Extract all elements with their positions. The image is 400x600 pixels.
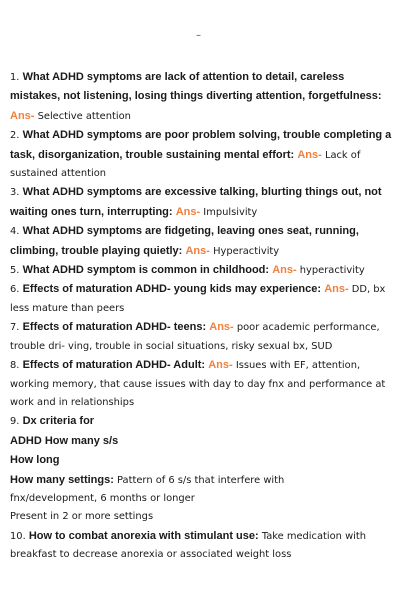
answer-marker: Ans- (272, 264, 297, 277)
answer-marker: Ans- (208, 359, 233, 372)
answer-text: Impulsivity (203, 206, 258, 218)
qa-item-7 (10, 318, 392, 356)
answer-marker: Ans- (209, 321, 234, 334)
answer-marker: Ans- (297, 148, 322, 161)
question-text: Effects of maturation ADHD- teens: (22, 321, 207, 334)
question-text: What ADHD symptom is common in childhood: (22, 264, 270, 277)
item-number: 4. (10, 226, 20, 238)
question-line-3: How long (10, 454, 60, 467)
qa-item-8 (10, 356, 392, 412)
question-text: What ADHD symptoms are poor problem solving, trouble completing a task, disorganization, trouble sustaining mental effort: (10, 129, 392, 161)
question-line-2: ADHD How many s/s (10, 434, 119, 447)
answer-marker: Ans- (10, 109, 35, 122)
answer-line-3: Present in 2 or more settings (10, 511, 154, 523)
qa-item-3 (10, 183, 392, 222)
answer-text: hyperactivity (299, 265, 365, 277)
qa-item-9 (10, 412, 392, 526)
qa-item-6 (10, 280, 392, 318)
answer-text: DD, bx less mature than peers (10, 284, 386, 314)
question-text: How to combat anorexia with stimulant use: (28, 529, 259, 542)
item-number: 10. (10, 530, 26, 542)
item-number: 5. (10, 265, 20, 277)
settings-label: How many settings: (10, 473, 114, 486)
answer-text: Lack of sustained attention (10, 149, 361, 180)
question-text: Effects of maturation ADHD- Adult: (22, 359, 206, 372)
item-number: 9. (10, 416, 20, 428)
answer-text: Issues with EF, attention, working memory, that cause issues with day to day fnx and performance at work and in relationships (10, 360, 386, 408)
qa-item-2 (10, 126, 392, 183)
item-number: 6. (10, 284, 20, 296)
question-text: Effects of maturation ADHD- young kids may experience: (22, 283, 322, 296)
answer-marker: Ans- (175, 205, 201, 218)
question-line-1: Dx criteria for (22, 415, 95, 428)
qa-item-1 (10, 68, 392, 126)
item-number: 7. (10, 322, 20, 334)
question-text: What ADHD symptoms are lack of attention to detail, careless mistakes, not listening, losing things diverting attention, forgetfulness: (10, 71, 382, 103)
answer-text: Hyperactivity (213, 245, 280, 257)
answer-text: Selective attention (37, 110, 131, 122)
answer-text: Take medication with breakfast to decrease anorexia or associated weight loss (10, 530, 367, 561)
answer-line-1: Pattern of 6 s/s that interfere with (117, 474, 285, 486)
answer-marker: Ans- (185, 244, 210, 257)
answer-text: poor academic performance, trouble dri- ving, trouble in social situations, risky sexual bx, SUD (10, 322, 380, 352)
answer-marker: Ans- (324, 283, 349, 296)
header-dash: – (196, 30, 201, 41)
item-number: 1. (10, 72, 20, 83)
question-text: What ADHD symptoms are excessive talking, blurting things out, not waiting ones turn, interrupting: (10, 186, 382, 218)
qa-item-5 (10, 261, 392, 280)
qa-item-4 (10, 222, 392, 261)
item-number: 2. (10, 130, 20, 142)
answer-line-2: fnx/development, 6 months or longer (10, 492, 195, 504)
qa-item-10 (10, 527, 392, 565)
question-text: What ADHD symptoms are fidgeting, leaving ones seat, running, climbing, trouble playing quietly: (10, 225, 359, 257)
item-number: 8. (10, 360, 20, 372)
document-body (10, 68, 392, 565)
item-number: 3. (10, 187, 20, 199)
